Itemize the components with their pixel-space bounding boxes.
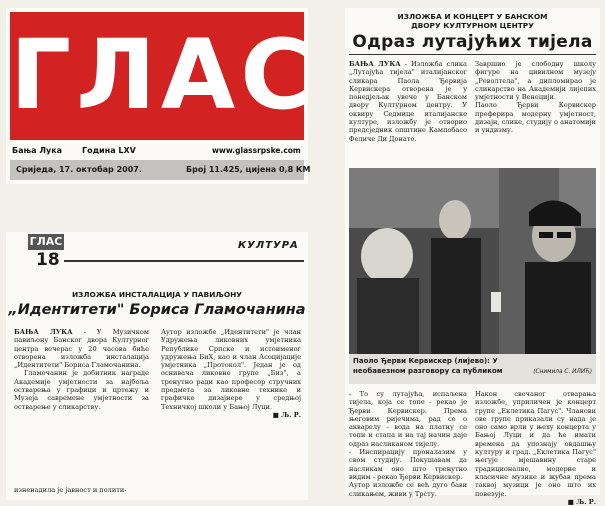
article-headline: Одраз лутајућих тијела	[352, 32, 593, 52]
column-3-text: - То су лутајућа, испаљена тијела, која се топе - рекао је Ђерви Кервискер. Према његовим ријечима, рад се о акварелу - вода на платну се топи и стапа и на тај начин даје одраз насликаном тијелу.	[349, 390, 467, 448]
dateline: БАЊА ЛУКА	[14, 328, 73, 336]
section-rule	[64, 260, 304, 262]
logo-text: ГЛАС	[10, 19, 316, 131]
section-logo: ГЛАС	[29, 235, 63, 248]
masthead-city: Бања Лука	[12, 146, 63, 155]
headline-rule	[349, 54, 596, 55]
masthead-date-bar	[10, 160, 311, 180]
photo-credit: (Снимила С. ИЛИЋ)	[533, 369, 592, 375]
article-column-1	[14, 328, 149, 411]
column-4-text: Након свечаног отварања изложбе, уприличен је концерт групе „Еклетика Пагус". Чланови ове групе приказали су нада је оно само врли у њеху концерта у Бањој Луци и да ће имати времена да упознају овдашњу културу и град. „Еклетика Пагус" његује мјешавину старе традиционалне, модерне и класичне музике и жубав према таквој музици је оно што их повезује.	[475, 390, 596, 498]
cut-off-text: изненадила је јавност и полити-	[14, 486, 127, 494]
photo-caption: Паоло Ђерви Кервискер (лијево): У необавезном разговору са публиком	[353, 357, 503, 375]
article-kicker: ИЗЛОЖБА ИНСТАЛАЦИЈА У ПАВИЉОНУ	[71, 290, 243, 299]
photo-caption-bar	[349, 354, 596, 384]
column-1-text: - У Музичком павиљону Банског двора Културног центра вечерас у 20 часова биће отворена изложба инсталација „Идентитети" Бориса Гламочанина.	[14, 328, 149, 370]
article-headline: „Идентитети" Бориса Гламочанина	[8, 302, 306, 318]
masthead-date: Сриједа, 17. октобар 2007.	[16, 165, 142, 174]
column-2-text: Завршио је слободну школу фигуре на цивилном музеју „Револтела", а дипломирао је сликарство на Академији лијепих умјетности у Венецији.	[475, 60, 596, 102]
page-number: 18	[36, 250, 60, 270]
article-kicker-line-2: ДВОРУ КУЛТУРНОМ ЦЕНТРУ	[411, 21, 534, 30]
section-name: КУЛТУРА	[238, 240, 299, 251]
exhibition-concert-article	[345, 8, 600, 506]
photo-illustration	[349, 168, 596, 354]
article-column-2	[475, 60, 596, 135]
column-3-text-c: Аутор изложбе се већ дуго бави сликањем, живи у Трсту.	[349, 481, 467, 498]
article-signature: ■ Љ. Р.	[272, 410, 301, 419]
masthead-year: Година LXV	[82, 146, 136, 155]
article-kicker-line-1: ИЗЛОЖБА И КОНЦЕРТ У БАНСКОМ	[397, 12, 548, 21]
dateline: БАЊА ЛУКА	[349, 60, 401, 68]
article-signature: ■ Љ. Р.	[567, 497, 596, 506]
column-2-text: Аутор изложбе „Идентитети" је члан Удружења ликовних умјетника Републике Српске и истоименог удружења БиХ, као и члан Асоцијације умјетника „Протокол". Један је од оснивача ликовне групе „Биз", а тренутно ради као професор стручних предмета за ликовне технике и графичке дизајнере у средњој Техничкој школи у Бањој Луци.	[161, 328, 301, 411]
event-photo	[349, 168, 596, 354]
masthead-issue: Број 11.425, цијена 0,8 КМ	[186, 165, 311, 174]
installation-exhibition-article	[6, 232, 308, 500]
article-column-3	[349, 390, 467, 498]
newspaper-logo	[10, 12, 316, 140]
column-1-text: - Изложба слика „Лутајућа тијела" италијанског сликара Паола Ђервија Кервискера отворена је у понедјељак увече у Банском двору Културном центру. У оквиру Седмице италијанске културе, изложбу је отворио предсједник општине Кампобасо Феличе Ди Донато.	[349, 60, 467, 143]
masthead-clipping	[6, 8, 316, 184]
column-2-text-b: Паоло Ђерви Кервискер преферира модерну умјетност, дизајн, слике, студију о анатомији и ундизму.	[475, 101, 596, 135]
section-header	[6, 232, 308, 270]
masthead-website: www.glassrpske.com	[212, 146, 301, 155]
column-1-text-b: Гламочанин је добитник награде Академије умјетности за најбоља остварења у графици и цртежу и Музеја савремене умјетности за остварење у сликарству.	[14, 369, 149, 411]
article-column-4	[475, 390, 596, 506]
column-3-text-b: - Инспирацију проналазим у свом студију. Покушавам да насликам оно што тренутно видим - рекао Ђерви Кервискер.	[349, 448, 467, 481]
article-column-1	[349, 60, 467, 143]
article-column-2	[161, 328, 301, 419]
